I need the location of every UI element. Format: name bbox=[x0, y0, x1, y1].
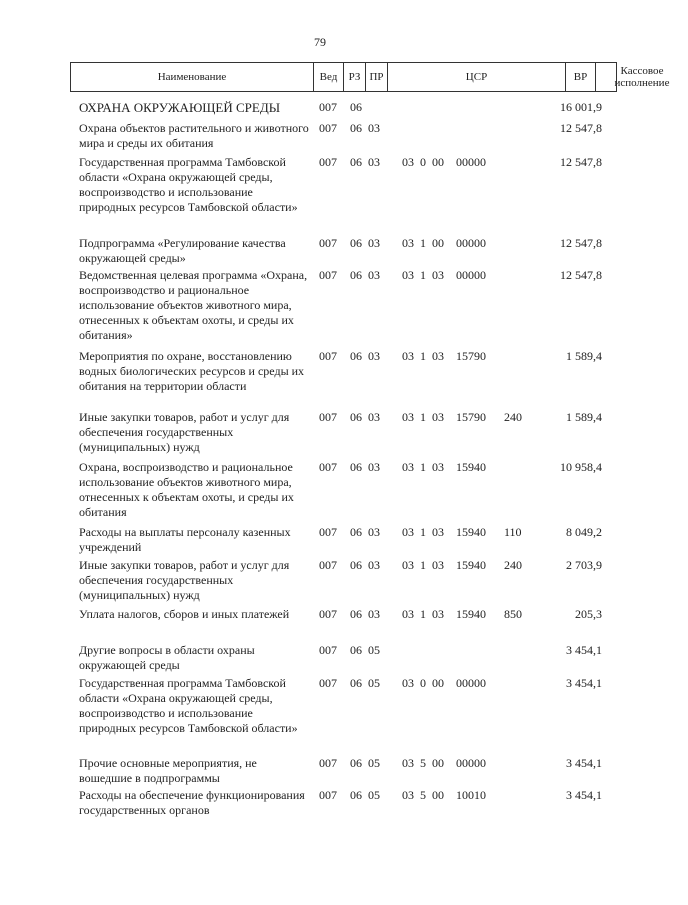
row-csr: 03 0 00 00000 bbox=[402, 155, 486, 169]
row-csr: 03 1 03 15940 bbox=[402, 607, 486, 621]
row-name: Прочие основные мероприятия, не вошедшие в подпрограммы bbox=[79, 756, 257, 785]
row-amount: 3 454,1 bbox=[566, 643, 602, 657]
row-pr: 03 bbox=[368, 268, 380, 282]
row-name: ОХРАНА ОКРУЖАЮЩЕЙ СРЕДЫ bbox=[79, 100, 281, 115]
header-pr: ПР bbox=[366, 63, 388, 91]
row-name: Уплата налогов, сборов и иных платежей bbox=[79, 607, 290, 621]
row-rz: 06 bbox=[350, 349, 362, 363]
row-rz: 06 bbox=[350, 676, 362, 690]
row-rz: 06 bbox=[350, 756, 362, 770]
row-name: Ведомственная целевая программа «Охрана, воспроизводство и рациональное использование объектов животного мира, отнесенных к объектам охоты, и среды их обитания» bbox=[79, 268, 308, 342]
row-csr: 03 1 03 15790 bbox=[402, 410, 486, 424]
row-rz: 06 bbox=[350, 607, 362, 621]
row-name: Охрана, воспроизводство и рациональное использование объектов животного мира, отнесенных к объектам охоты, и среды их обитания bbox=[79, 460, 294, 519]
row-csr: 03 1 03 15940 bbox=[402, 558, 486, 572]
row-csr: 03 1 03 15940 bbox=[402, 460, 486, 474]
row-ved: 007 bbox=[319, 558, 337, 572]
row-ved: 007 bbox=[319, 788, 337, 802]
row-name: Мероприятия по охране, восстановлению водных биологических ресурсов и среды их обитания на территории области bbox=[79, 349, 305, 393]
row-amount: 12 547,8 bbox=[560, 236, 602, 250]
row-ved: 007 bbox=[319, 525, 337, 539]
row-rz: 06 bbox=[350, 525, 362, 539]
table-header bbox=[70, 62, 670, 92]
row-pr: 03 bbox=[368, 460, 380, 474]
row-pr: 05 bbox=[368, 643, 380, 657]
header-vr: ВР bbox=[566, 63, 596, 91]
row-name: Государственная программа Тамбовской области «Охрана окружающей среды, воспроизводство и использование природных ресурсов Тамбовской области» bbox=[79, 676, 298, 735]
row-ved: 007 bbox=[319, 121, 337, 135]
row-name: Охрана объектов растительного и животного мира и среды их обитания bbox=[79, 121, 309, 150]
row-pr: 03 bbox=[368, 236, 380, 250]
row-csr: 03 1 03 15940 bbox=[402, 525, 486, 539]
row-csr: 03 1 03 00000 bbox=[402, 268, 486, 282]
row-name: Расходы на выплаты персоналу казенных учреждений bbox=[79, 525, 291, 554]
row-ved: 007 bbox=[319, 676, 337, 690]
page-number: 79 bbox=[314, 35, 326, 49]
row-rz: 06 bbox=[350, 121, 362, 135]
row-rz: 06 bbox=[350, 236, 362, 250]
row-vr: 240 bbox=[504, 558, 522, 572]
row-name: Другие вопросы в области охраны окружающей среды bbox=[79, 643, 255, 672]
row-amount: 3 454,1 bbox=[566, 788, 602, 802]
row-vr: 110 bbox=[504, 525, 522, 539]
row-ved: 007 bbox=[319, 155, 337, 169]
row-csr: 03 1 00 00000 bbox=[402, 236, 486, 250]
row-csr: 03 5 00 00000 bbox=[402, 756, 486, 770]
row-pr: 03 bbox=[368, 558, 380, 572]
row-ved: 007 bbox=[319, 410, 337, 424]
row-pr: 05 bbox=[368, 788, 380, 802]
row-amount: 12 547,8 bbox=[560, 268, 602, 282]
header-rz: РЗ bbox=[344, 63, 366, 91]
row-vr: 850 bbox=[504, 607, 522, 621]
row-rz: 06 bbox=[350, 643, 362, 657]
row-ved: 007 bbox=[319, 349, 337, 363]
row-amount: 10 958,4 bbox=[560, 460, 602, 474]
header-cash: Кассовое исполнение bbox=[614, 64, 670, 89]
row-ved: 007 bbox=[319, 236, 337, 250]
row-vr: 240 bbox=[504, 410, 522, 424]
row-ved: 007 bbox=[319, 268, 337, 282]
row-ved: 007 bbox=[319, 460, 337, 474]
row-rz: 06 bbox=[350, 410, 362, 424]
row-rz: 06 bbox=[350, 268, 362, 282]
row-pr: 03 bbox=[368, 607, 380, 621]
row-name: Государственная программа Тамбовской области «Охрана окружающей среды, воспроизводство и использование природных ресурсов Тамбовской области» bbox=[79, 155, 298, 214]
row-amount: 12 547,8 bbox=[560, 121, 602, 135]
row-pr: 05 bbox=[368, 676, 380, 690]
row-amount: 205,3 bbox=[575, 607, 602, 621]
header-csr: ЦСР bbox=[388, 63, 566, 91]
row-ved: 007 bbox=[319, 756, 337, 770]
row-name: Иные закупки товаров, работ и услуг для обеспечения государственных (муниципальных) нужд bbox=[79, 558, 290, 602]
row-pr: 03 bbox=[368, 410, 380, 424]
row-amount: 12 547,8 bbox=[560, 155, 602, 169]
header-name: Наименование bbox=[71, 63, 314, 91]
row-amount: 3 454,1 bbox=[566, 756, 602, 770]
row-rz: 06 bbox=[350, 558, 362, 572]
row-pr: 03 bbox=[368, 349, 380, 363]
row-rz: 06 bbox=[350, 155, 362, 169]
row-amount: 1 589,4 bbox=[566, 349, 602, 363]
row-ved: 007 bbox=[319, 643, 337, 657]
row-name: Иные закупки товаров, работ и услуг для обеспечения государственных (муниципальных) нужд bbox=[79, 410, 290, 454]
row-rz: 06 bbox=[350, 100, 362, 114]
row-rz: 06 bbox=[350, 460, 362, 474]
row-csr: 03 1 03 15790 bbox=[402, 349, 486, 363]
row-name: Подпрограмма «Регулирование качества окружающей среды» bbox=[79, 236, 286, 265]
row-amount: 16 001,9 bbox=[560, 100, 602, 114]
row-amount: 2 703,9 bbox=[566, 558, 602, 572]
row-ved: 007 bbox=[319, 607, 337, 621]
row-amount: 3 454,1 bbox=[566, 676, 602, 690]
row-pr: 03 bbox=[368, 155, 380, 169]
row-pr: 05 bbox=[368, 756, 380, 770]
row-pr: 03 bbox=[368, 525, 380, 539]
row-ved: 007 bbox=[319, 100, 337, 114]
row-csr: 03 5 00 10010 bbox=[402, 788, 486, 802]
header-ved: Вед bbox=[314, 63, 344, 91]
row-amount: 8 049,2 bbox=[566, 525, 602, 539]
row-csr: 03 0 00 00000 bbox=[402, 676, 486, 690]
row-amount: 1 589,4 bbox=[566, 410, 602, 424]
row-name: Расходы на обеспечение функционирования государственных органов bbox=[79, 788, 305, 817]
row-pr: 03 bbox=[368, 121, 380, 135]
row-rz: 06 bbox=[350, 788, 362, 802]
